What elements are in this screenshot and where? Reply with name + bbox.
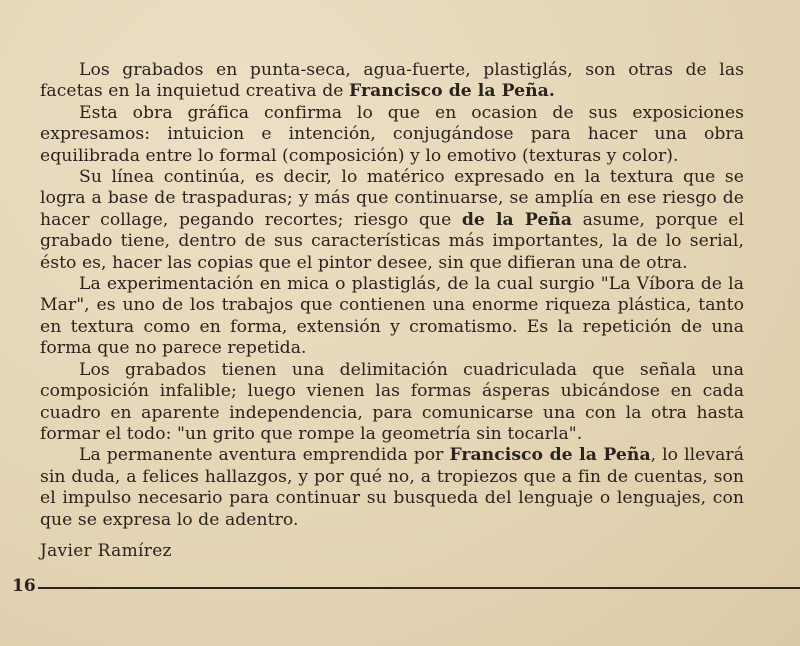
paragraph	[40, 445, 744, 531]
author-signature: Javier Ramírez	[40, 541, 172, 561]
article-body	[40, 60, 744, 531]
text-run: Esta obra gráfica confirma lo que en ocasion de sus exposiciones expresamos: intuicion e intención, conjugándose para hacer una obra equilibrada entre lo formal (composición) y lo emotivo (texturas y color).	[40, 102, 744, 166]
bold-name-run: Francisco de la Peña.	[349, 81, 555, 102]
bold-name-run: de la Peña	[461, 209, 573, 230]
bold-name-run: Francisco de la Peña	[449, 445, 651, 466]
paragraph	[40, 103, 744, 167]
page-number: 16	[12, 576, 36, 596]
text-run: , lo llevará sin duda, a felices hallazgos, y por qué no, a tropiezos que a fin de cuentas, son el impulso necesario para continuar su busqueda del lenguaje o lenguajes, con que se expresa lo de adentro.	[40, 445, 744, 530]
paragraph	[40, 274, 744, 360]
text-run: La experimentación en mica o plastiglás, de la cual surgio "La Víbora de la Mar", es uno de los trabajos que contienen una enorme riqueza plástica, tanto en textura como en forma, extensión y cromatismo. Es la repetición de una forma que no parece repetida.	[40, 274, 744, 359]
text-run: Los grabados en punta-seca, agua-fuerte, plastiglás, son otras de las facetas en la inquietud creativa de	[40, 60, 744, 102]
text-run: Los grabados tienen una delimitación cuadriculada que señala una composición infalible; luego vienen las formas ásperas ubicándose en cada cuadro en aparente independencia, para comunicarse una con la otra hasta formar el todo: "un grito que rompe la geometría sin tocarla".	[40, 359, 744, 444]
paragraph	[40, 360, 744, 446]
text-run: Su línea continúa, es decir, lo matérico expresado en la textura que se logra a base de traspaduras; y más que continuarse, se amplía en ese riesgo de hacer collage, pegando recortes; riesgo que	[40, 167, 744, 230]
paragraph	[40, 60, 744, 103]
text-run: La permanente aventura emprendida por	[79, 445, 450, 466]
footer-rule	[38, 587, 800, 589]
paragraph	[40, 167, 744, 274]
text-run: asume, porque el grabado tiene, dentro de sus características más importantes, la de lo serial, ésto es, hacer las copias que el pintor desee, sin que difieran una de otra.	[40, 209, 744, 273]
